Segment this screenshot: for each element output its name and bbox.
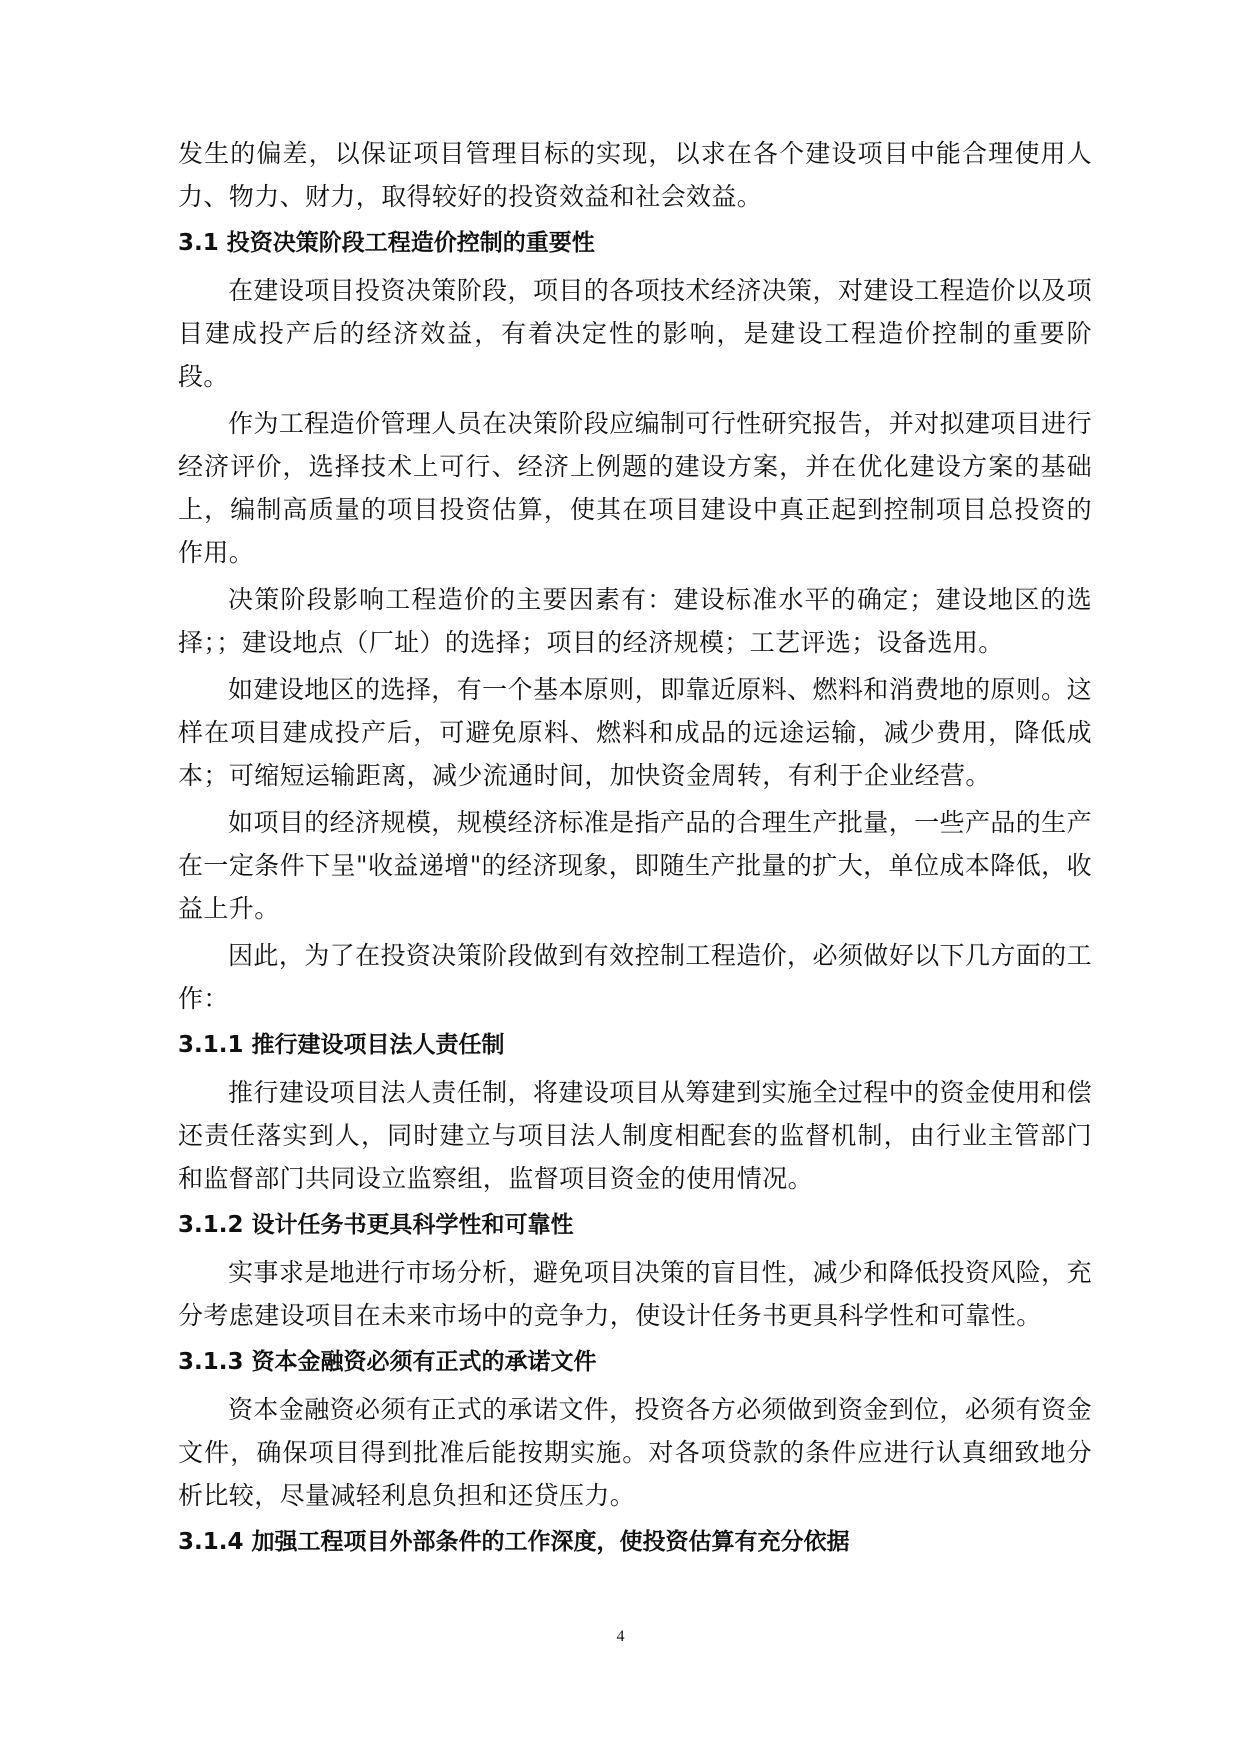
paragraph: 决策阶段影响工程造价的主要因素有：建设标准水平的确定；建设地区的选择；；建设地点（厂址）的选择；项目的经济规模；工艺评选；设备选用。 — [178, 585, 1092, 657]
paragraph: 在建设项目投资决策阶段，项目的各项技术经济决策，对建设工程造价以及项目建成投产后的经济效益，有着决定性的影响，是建设工程造价控制的重要阶段。 — [178, 276, 1092, 391]
subsection-heading: 3.1.3 资本金融资必须有正式的承诺文件 — [178, 1349, 597, 1375]
page-number: 4 — [616, 1628, 625, 1645]
subsection-heading: 3.1.4 加强工程项目外部条件的工作深度，使投资估算有充分依据 — [178, 1529, 850, 1555]
paragraph: 作为工程造价管理人员在决策阶段应编制可行性研究报告，并对拟建项目进行经济评价，选择技术上可行、经济上例题的建设方案，并在优化建设方案的基础上，编制高质量的项目投资估算，使其在项目建设中真正起到控制项目总投资的作用。 — [178, 409, 1092, 567]
section-heading: 3.1 投资决策阶段工程造价控制的重要性 — [178, 230, 595, 256]
document-body — [178, 132, 1092, 1568]
paragraph: 因此，为了在投资决策阶段做到有效控制工程造价，必须做好以下几方面的工作： — [178, 941, 1092, 1013]
paragraph: 如项目的经济规模，规模经济标准是指产品的合理生产批量，一些产品的生产在一定条件下呈"收益递增"的经济现象，即随生产批量的扩大，单位成本降低，收益上升。 — [178, 808, 1092, 923]
paragraph: 实事求是地进行市场分析，避免项目决策的盲目性，减少和降低投资风险，充分考虑建设项目在未来市场中的竞争力，使设计任务书更具科学性和可靠性。 — [178, 1258, 1092, 1330]
subsection-heading: 3.1.1 推行建设项目法人责任制 — [178, 1032, 505, 1058]
paragraph: 发生的偏差，以保证项目管理目标的实现，以求在各个建设项目中能合理使用人力、物力、财力，取得较好的投资效益和社会效益。 — [178, 139, 1092, 211]
paragraph: 资本金融资必须有正式的承诺文件，投资各方必须做到资金到位，必须有资金文件，确保项目得到批准后能按期实施。对各项贷款的条件应进行认真细致地分析比较，尽量减轻利息负担和还贷压力。 — [178, 1395, 1092, 1510]
paragraph: 如建设地区的选择，有一个基本原则，即靠近原料、燃料和消费地的原则。这样在项目建成投产后，可避免原料、燃料和成品的远途运输，减少费用，降低成本；可缩短运输距离，减少流通时间，加快资金周转，有利于企业经营。 — [178, 675, 1092, 790]
subsection-heading: 3.1.2 设计任务书更具科学性和可靠性 — [178, 1212, 574, 1238]
paragraph: 推行建设项目法人责任制，将建设项目从筹建到实施全过程中的资金使用和偿还责任落实到人，同时建立与项目法人制度相配套的监督机制，由行业主管部门和监督部门共同设立监察组，监督项目资金的使用情况。 — [178, 1078, 1092, 1193]
